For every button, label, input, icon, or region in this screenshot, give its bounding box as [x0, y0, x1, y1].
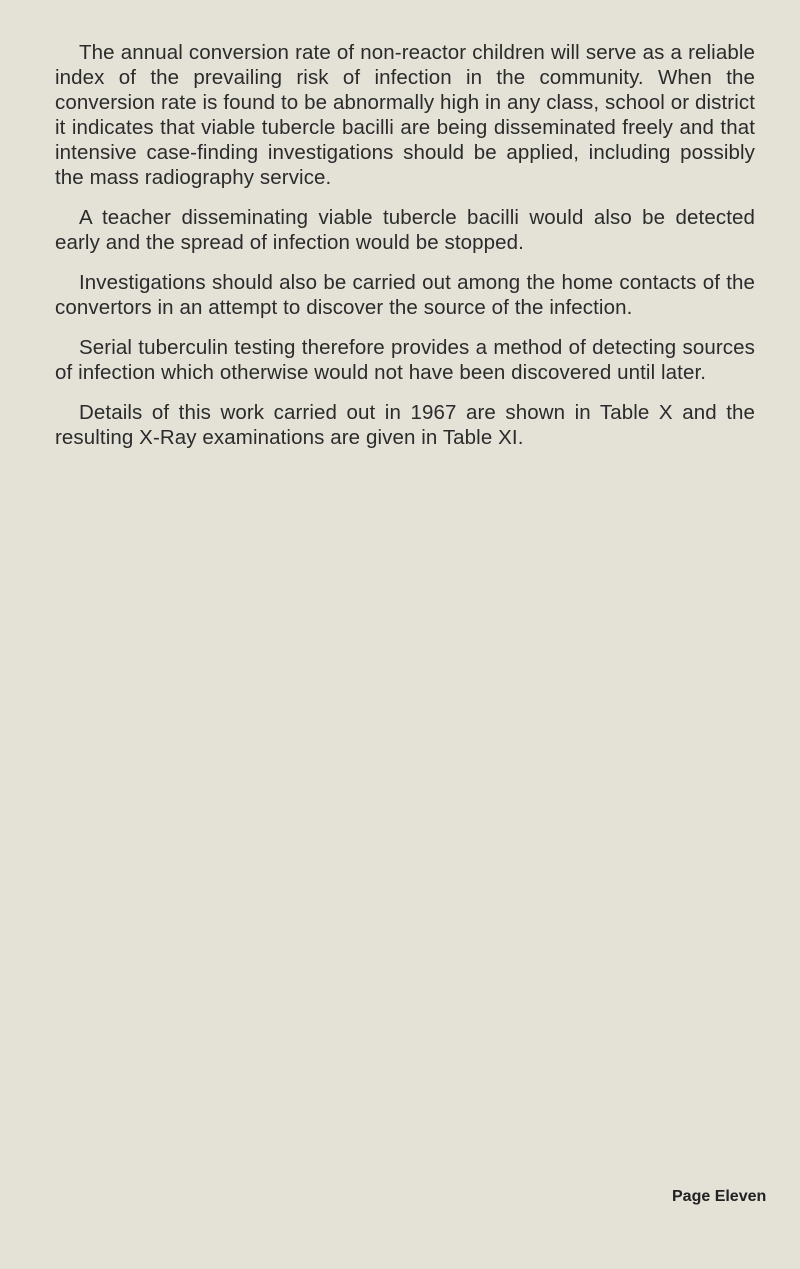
paragraph-home-contacts: Investigations should also be carried out among the home contacts of the convertors in an attempt to discover the source of the infection. — [55, 271, 755, 319]
page-number: Page Eleven — [672, 1188, 767, 1205]
paragraph-conversion-rate: The annual conversion rate of non-reactor children will serve as a reliable index of the prevailing risk of infection in the community. When the conversion rate is found to be abnormally high in any class, school or district it indicates that viable tubercle bacilli are being disseminated freely and that intensive case-finding investigations should be applied, including possibly the mass radiography service. — [55, 41, 755, 189]
document-body — [55, 40, 755, 465]
paragraph-details: Details of this work carried out in 1967 are shown in Table X and the resulting X-Ray examinations are given in Table XI. — [55, 401, 755, 449]
paragraph-serial-testing: Serial tuberculin testing therefore provides a method of detecting sources of infection which otherwise would not have been discovered until later. — [55, 336, 755, 384]
paragraph-teacher: A teacher disseminating viable tubercle bacilli would also be detected early and the spread of infection would be stopped. — [55, 206, 755, 254]
